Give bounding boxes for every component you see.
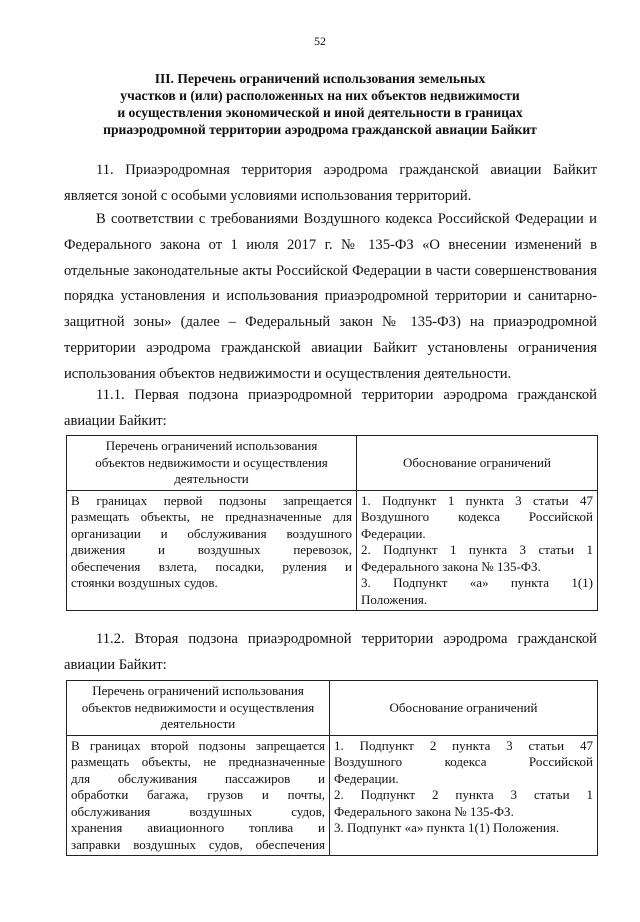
header-restrictions <box>67 681 330 736</box>
cell-line: движения и воздушных перевозок, <box>71 542 352 557</box>
cell-line: 1. Подпункт 1 пункта 3 статьи 47 <box>361 492 593 508</box>
page-number: 52 <box>314 34 326 48</box>
cell-line: обслуживания воздушных судов, <box>71 803 325 819</box>
paragraph-line: В соответствии с требованиями Воздушного кодекса Российской Федерации и <box>96 211 597 227</box>
header-line: деятельности <box>174 471 249 486</box>
cell-line: Положения. <box>361 591 428 607</box>
restrictions-table-subzone-1 <box>66 435 598 611</box>
restriction-cell <box>67 490 357 611</box>
table-row <box>67 490 598 611</box>
paragraph-line: территории аэродрома гражданской авиации Байкит установлены ограничения <box>64 339 597 356</box>
cell-line: размещать объекты, не предназначенные <box>71 754 325 769</box>
header-line: Перечень ограничений использования <box>105 438 318 453</box>
cell-line: В границах первой подзоны запрещается <box>71 492 352 508</box>
cell-line: организации и обслуживания воздушного <box>71 525 352 541</box>
paragraph-law-reference <box>64 207 597 388</box>
cell-line: 2. Подпункт 1 пункта 3 статьи 1 <box>361 542 593 557</box>
section-title-line: III. Перечень ограничений использования земельных <box>154 71 486 86</box>
header-line: объектов недвижимости и осуществления <box>95 454 328 470</box>
paragraph-11-2 <box>64 627 597 679</box>
paragraph-line: отдельные законодательные акты Российской Федерации в части совершенствования <box>64 262 597 279</box>
restriction-cell <box>67 735 330 856</box>
cell-line: 2. Подпункт 2 пункта 3 статьи 1 <box>334 787 593 802</box>
cell-line: Федерации. <box>334 770 399 786</box>
cell-line: 3. Подпункт «а» пункта 1(1) <box>361 575 593 590</box>
table-header-row <box>67 681 598 736</box>
paragraph-line: 11. Приаэродромная территория аэродрома гражданской авиации Байкит <box>96 162 597 178</box>
paragraph-11 <box>64 158 597 210</box>
cell-line: Федерации. <box>361 525 426 541</box>
restrictions-table-subzone-2 <box>66 680 598 856</box>
section-title <box>100 70 540 138</box>
cell-line: заправки воздушных судов, обеспечения <box>71 836 325 852</box>
paragraph-line: авиации Байкит: <box>64 412 167 429</box>
table-row <box>67 735 598 856</box>
header-line: Обоснование ограничений <box>403 454 551 470</box>
paragraph-line: защитной зоны» (далее – Федеральный закон № 135-ФЗ) на приаэродромной <box>64 314 597 331</box>
cell-line: Воздушного кодекса Российской <box>361 509 593 524</box>
cell-line: размещать объекты, не предназначенные для <box>71 509 352 524</box>
section-title-line: участков и (или) расположенных на них объектов недвижимости <box>120 88 520 103</box>
section-title-line: и осуществления экономической и иной деятельности в границах <box>117 105 523 120</box>
justification-cell <box>330 735 598 856</box>
cell-line: обработки багажа, грузов и почты, <box>71 787 325 802</box>
paragraph-11-1 <box>64 383 597 435</box>
cell-line: обеспечения взлета, посадки, руления и <box>71 558 352 574</box>
paragraph-line: авиации Байкит: <box>64 656 167 673</box>
paragraph-line: Федерального закона от 1 июля 2017 г. № 135-ФЗ «О внесении изменений в <box>64 236 597 253</box>
paragraph-line: использования объектов недвижимости и осуществления деятельности. <box>64 365 512 382</box>
header-line: Перечень ограничений использования <box>92 683 304 698</box>
header-restrictions <box>67 436 357 491</box>
paragraph-line: 11.2. Вторая подзона приаэродромной территории аэродрома гражданской <box>96 631 597 647</box>
cell-line: 3. Подпункт «а» пункта 1(1) Положения. <box>334 820 560 835</box>
cell-line: 1. Подпункт 2 пункта 3 статьи 47 <box>334 737 593 753</box>
header-line: Обоснование ограничений <box>389 699 538 715</box>
paragraph-line: является зоной с особыми условиями использования территорий. <box>64 187 472 204</box>
section-title-line: приаэродромной территории аэродрома гражданской авиации Байкит <box>103 122 537 137</box>
cell-line: стоянки воздушных судов. <box>71 575 218 590</box>
cell-line: Федерального закона № 135-ФЗ. <box>361 558 541 574</box>
table-header-row <box>67 436 598 491</box>
cell-line: для обслуживания пассажиров и <box>71 770 325 786</box>
header-line: деятельности <box>160 716 236 731</box>
header-line: объектов недвижимости и осуществления <box>81 699 315 715</box>
paragraph-line: порядка установления и использования приаэродромной территории и санитарно- <box>64 288 597 305</box>
header-justification <box>330 681 598 736</box>
paragraph-line: 11.1. Первая подзона приаэродромной территории аэродрома гражданской <box>96 387 597 403</box>
cell-line: Федерального закона № 135-ФЗ. <box>334 803 514 819</box>
cell-line: В границах второй подзоны запрещается <box>71 737 325 753</box>
header-justification <box>357 436 598 491</box>
justification-cell <box>357 490 598 611</box>
cell-line: хранения авиационного топлива и <box>71 820 325 835</box>
cell-line: Воздушного кодекса Российской <box>334 754 593 769</box>
